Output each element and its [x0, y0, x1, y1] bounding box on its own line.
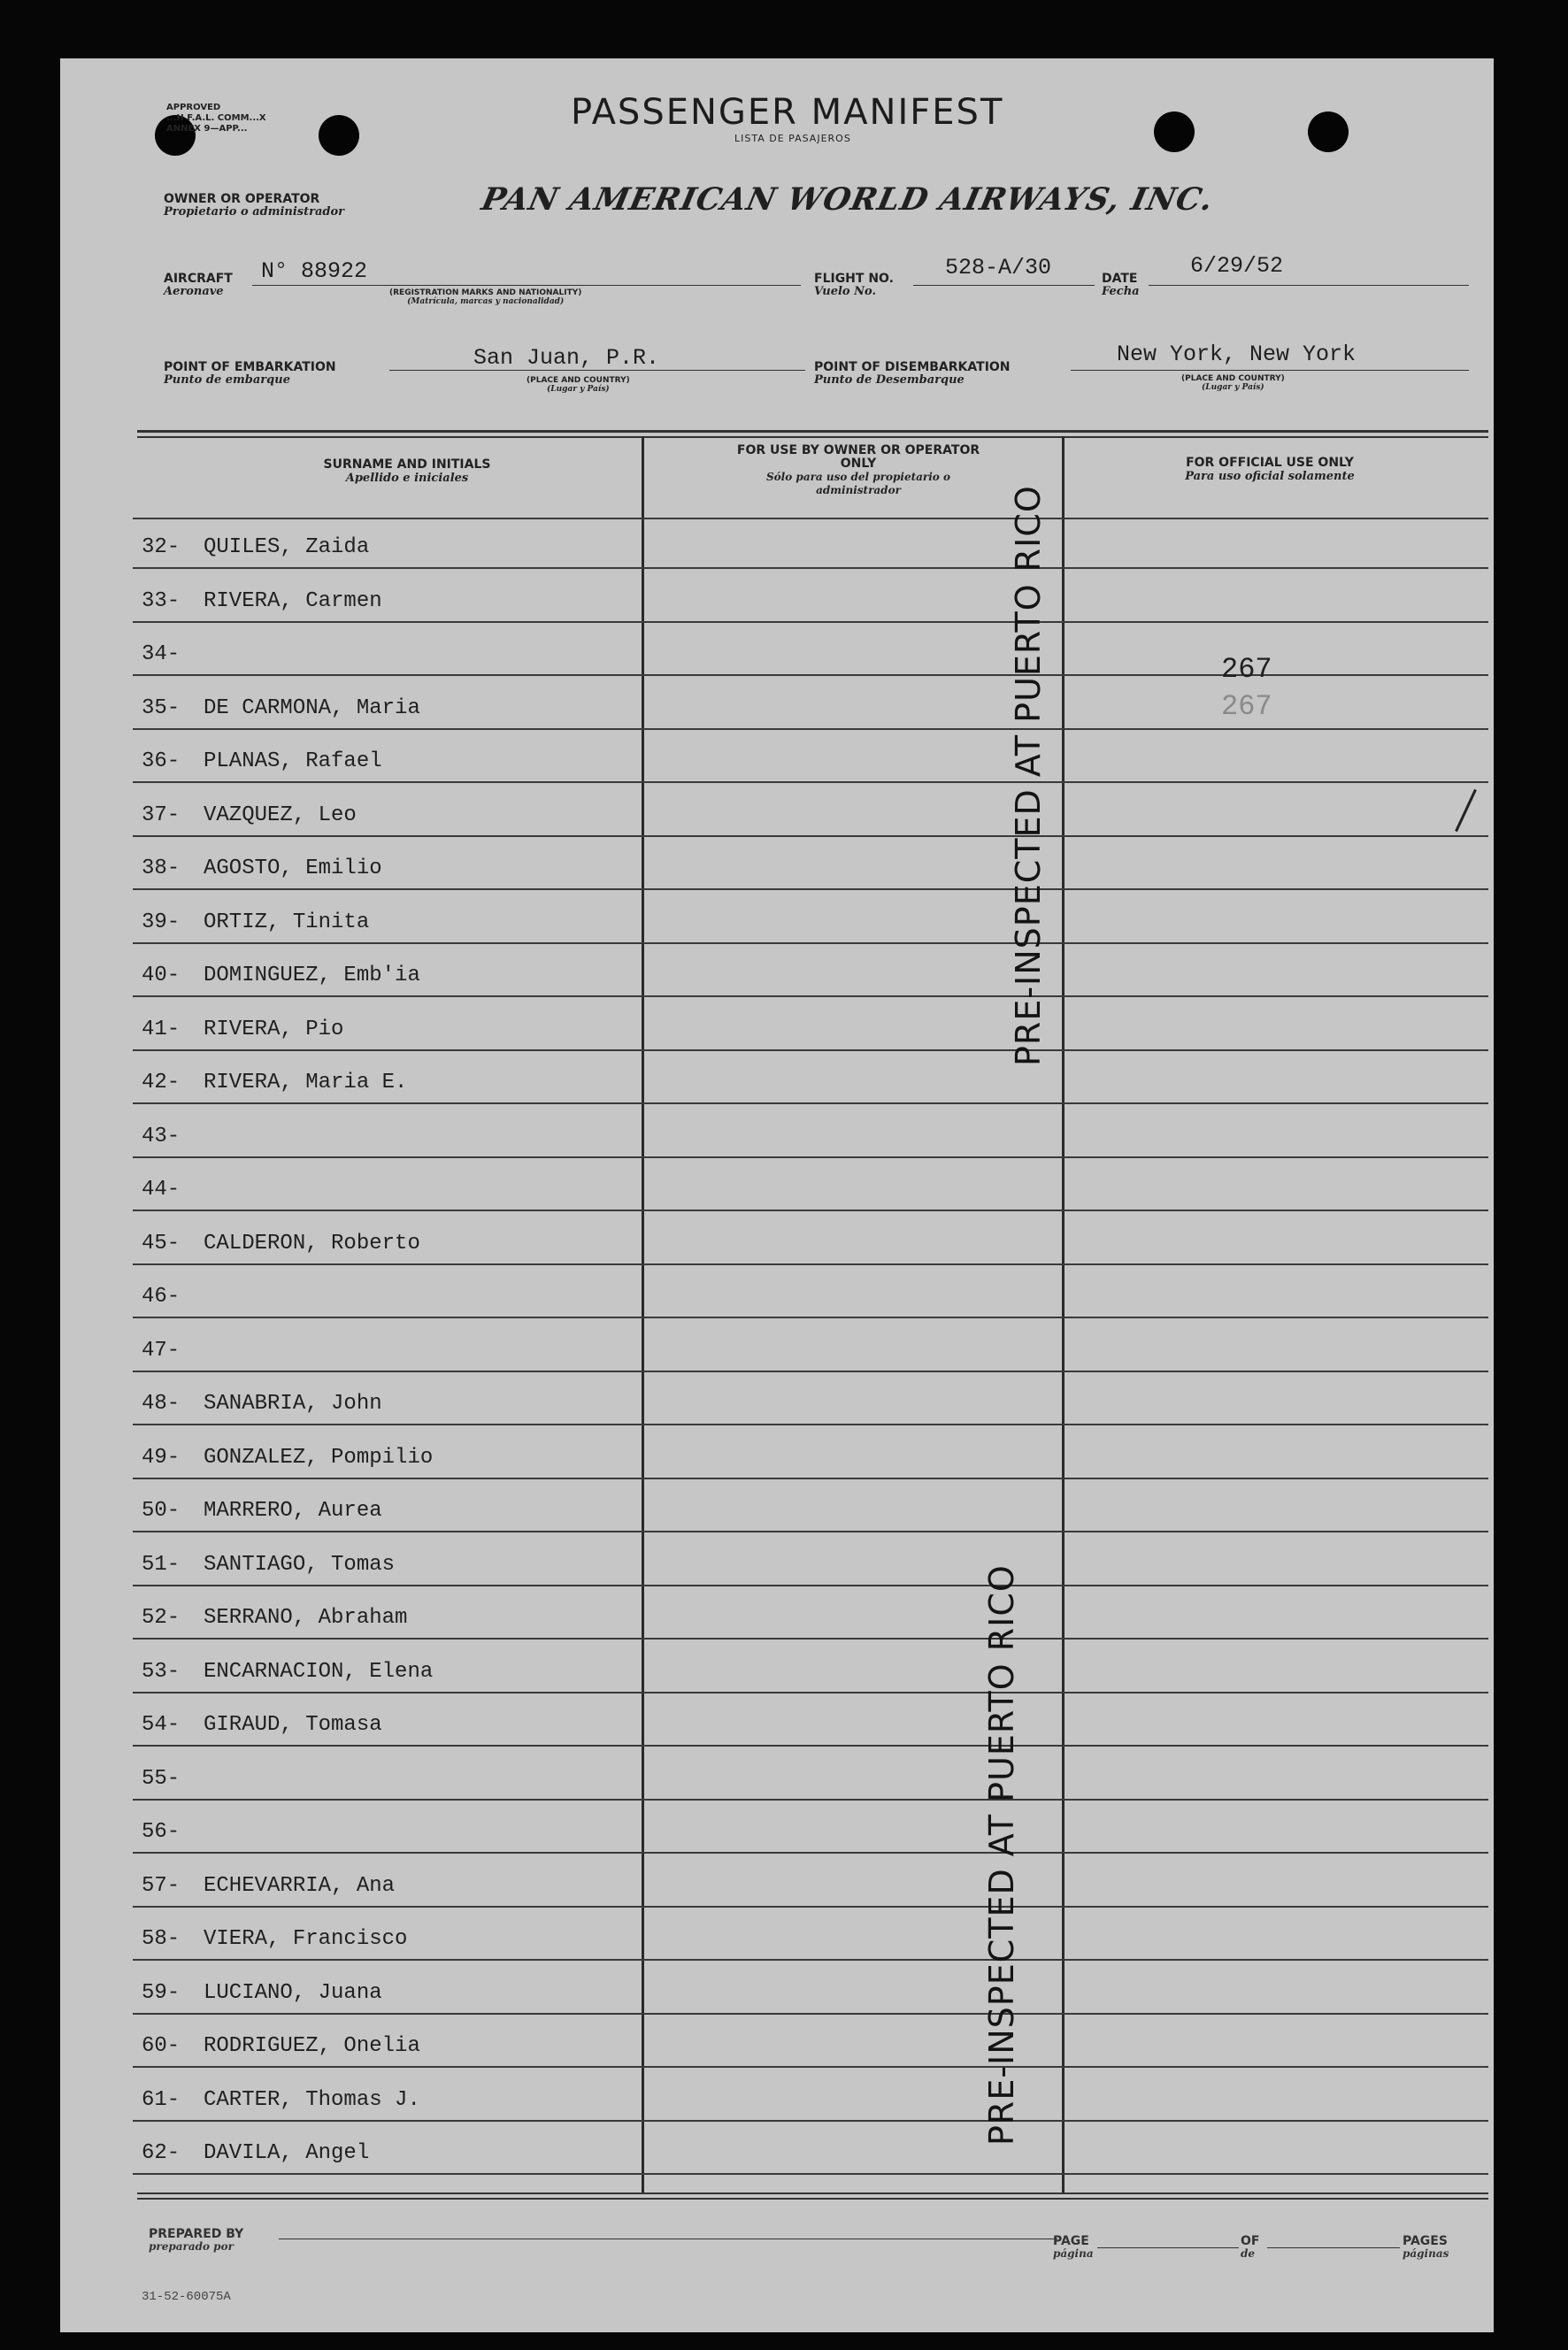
passenger-name: GONZALEZ, Pompilio [204, 1445, 434, 1470]
col-divider [642, 436, 644, 2193]
pages-label: PAGES páginas [1403, 2234, 1449, 2260]
row-number: 59- [142, 1980, 181, 2005]
row-number: 33- [142, 588, 181, 613]
row-number: 36- [142, 749, 181, 773]
row-number: 34- [142, 642, 181, 666]
passenger-name: CARTER, Thomas J. [204, 2087, 420, 2112]
disembark-underline [1071, 370, 1469, 371]
airline-name: PAN AMERICAN WORLD AIRWAYS, INC. [478, 181, 1218, 218]
footer-separator [137, 2198, 1488, 2200]
row-rule [133, 1156, 1488, 1158]
punch-hole [1154, 111, 1195, 152]
row-rule [133, 1317, 1488, 1318]
row-rule [133, 1531, 1488, 1532]
passenger-name: ENCARNACION, Elena [204, 1659, 434, 1684]
date-value: 6/29/52 [1190, 253, 1284, 279]
row-rule [133, 888, 1488, 890]
aircraft-label: AIRCRAFT Aeronave [164, 272, 233, 298]
of-underline [1267, 2247, 1400, 2248]
passenger-name: DAVILA, Angel [204, 2141, 370, 2165]
row-rule [133, 781, 1488, 783]
inspection-stamp: PRE-INSPECTED AT PUERTO RICO [982, 1564, 1021, 2146]
col-operator-header: FOR USE BY OWNER OR OPERATOR ONLY Sólo para uso del propietario o administrador [736, 443, 980, 496]
page-title: PASSENGER MANIFEST [571, 92, 1004, 133]
row-number: 62- [142, 2141, 181, 2165]
registration-note: (REGISTRATION MARKS AND NATIONALITY) (Matrícula, marcas y nacionalidad) [389, 288, 582, 306]
row-rule [133, 728, 1488, 730]
row-number: 55- [142, 1766, 181, 1791]
row-rule [133, 1959, 1488, 1961]
passenger-name: SANTIAGO, Tomas [204, 1552, 396, 1577]
row-rule [133, 2013, 1488, 2015]
official-count-faint: 267 [1221, 690, 1272, 723]
inspection-stamp: PRE-INSPECTED AT PUERTO RICO [1009, 485, 1048, 1066]
punch-hole [1308, 111, 1349, 152]
passenger-name: MARRERO, Aurea [204, 1499, 382, 1523]
row-rule [133, 567, 1488, 569]
row-number: 37- [142, 803, 181, 827]
row-rule [133, 1049, 1488, 1051]
row-rule [133, 1799, 1488, 1801]
of-label: OF de [1241, 2234, 1260, 2260]
aircraft-value: N° 88922 [261, 258, 368, 284]
row-rule [133, 621, 1488, 623]
passenger-name: LUCIANO, Juana [204, 1980, 382, 2005]
passenger-name: ECHEVARRIA, Ana [204, 1873, 396, 1898]
flight-value: 528-A/30 [945, 255, 1052, 280]
passenger-name: RODRIGUEZ, Onelia [204, 2034, 420, 2058]
row-number: 42- [142, 1071, 181, 1094]
passenger-name: CALDERON, Roberto [204, 1231, 420, 1256]
header-separator [137, 436, 1488, 438]
row-rule [133, 1210, 1488, 1211]
passenger-name: RIVERA, Carmen [204, 588, 382, 613]
row-number: 32- [142, 535, 181, 559]
punch-hole [319, 115, 359, 156]
form-number: 31-52-60075A [142, 2290, 231, 2304]
row-rule [133, 2173, 1488, 2175]
row-number: 56- [142, 1820, 181, 1844]
row-number: 49- [142, 1445, 181, 1470]
page-label: PAGE página [1053, 2234, 1094, 2260]
passenger-name: VIERA, Francisco [204, 1927, 408, 1951]
page-underline [1097, 2247, 1239, 2248]
row-rule [133, 1102, 1488, 1104]
row-number: 58- [142, 1927, 181, 1951]
embark-value: San Juan, P.R. [473, 345, 660, 371]
row-rule [133, 2120, 1488, 2122]
passenger-name: RIVERA, Pio [204, 1017, 344, 1041]
row-rule [133, 1852, 1488, 1854]
row-rule [133, 1585, 1488, 1586]
passenger-name: SANABRIA, John [204, 1392, 382, 1416]
row-rule [133, 942, 1488, 944]
row-number: 60- [142, 2034, 181, 2058]
row-number: 47- [142, 1338, 181, 1363]
row-rule [133, 1745, 1488, 1747]
row-number: 52- [142, 1606, 181, 1630]
row-number: 35- [142, 695, 181, 720]
aircraft-underline [252, 285, 801, 286]
date-underline [1149, 285, 1469, 286]
passenger-name: PLANAS, Rafael [204, 749, 382, 773]
owner-label: OWNER OR OPERATOR Propietario o administrador [164, 192, 345, 219]
row-number: 48- [142, 1392, 181, 1416]
disembark-label: POINT OF DISEMBARKATION Punto de Desembarque [814, 360, 1011, 387]
row-rule [133, 1478, 1488, 1479]
passenger-name: ORTIZ, Tinita [204, 910, 370, 934]
disembark-place-note: (PLACE AND COUNTRY) (Lugar y País) [1181, 374, 1285, 392]
row-rule [133, 1263, 1488, 1265]
row-rule [133, 1692, 1488, 1693]
official-count: 267 [1221, 653, 1272, 686]
flight-underline [913, 285, 1095, 286]
passenger-name: AGOSTO, Emilio [204, 856, 382, 880]
passenger-name: SERRANO, Abraham [204, 1606, 408, 1630]
embark-place-note: (PLACE AND COUNTRY) (Lugar y País) [527, 376, 630, 394]
row-rule [133, 1371, 1488, 1372]
flight-label: FLIGHT NO. Vuelo No. [814, 272, 894, 298]
date-label: DATE Fecha [1102, 272, 1140, 298]
page-subtitle: LISTA DE PASAJEROS [734, 133, 851, 144]
col-surname-header: SURNAME AND INITIALS Apellido e iniciales [323, 457, 491, 485]
approval-line: APPROVED [166, 103, 221, 112]
row-number: 57- [142, 1873, 181, 1898]
passenger-name: DE CARMONA, Maria [204, 695, 420, 720]
passenger-name: VAZQUEZ, Leo [204, 803, 357, 827]
header-separator [137, 430, 1488, 433]
row-number: 44- [142, 1178, 181, 1202]
passenger-name: RIVERA, Maria E. [204, 1071, 408, 1094]
row-number: 40- [142, 964, 181, 987]
row-number: 43- [142, 1124, 181, 1148]
row-number: 61- [142, 2087, 181, 2112]
row-number: 50- [142, 1499, 181, 1523]
row-rule [133, 1424, 1488, 1425]
embark-label: POINT OF EMBARKATION Punto de embarque [164, 360, 336, 387]
row-number: 53- [142, 1659, 181, 1684]
passenger-name: DOMINGUEZ, Emb'ia [204, 964, 420, 987]
row-rule [133, 835, 1488, 837]
approval-stamp [166, 103, 266, 134]
footer-separator [137, 2193, 1488, 2194]
row-rule [133, 995, 1488, 997]
prepared-by-label: PREPARED BY preparado por [149, 2227, 244, 2253]
row-rule [133, 518, 1488, 519]
row-rule [133, 1638, 1488, 1640]
row-rule [133, 674, 1488, 676]
row-number: 41- [142, 1017, 181, 1041]
row-number: 46- [142, 1285, 181, 1309]
row-number: 39- [142, 910, 181, 934]
row-rule [133, 2066, 1488, 2068]
col-official-header: FOR OFFICIAL USE ONLY Para uso oficial solamente [1185, 456, 1355, 483]
row-number: 51- [142, 1552, 181, 1577]
approval-line: ...H F.A.L. COMM...X [166, 113, 266, 123]
col-divider [1062, 436, 1065, 2193]
row-rule [133, 1906, 1488, 1908]
row-number: 54- [142, 1713, 181, 1737]
disembark-value: New York, New York [1117, 342, 1357, 367]
passenger-name: GIRAUD, Tomasa [204, 1713, 382, 1737]
approval-line: ANNEX 9—APP... [166, 124, 248, 134]
row-number: 38- [142, 856, 181, 880]
passenger-name: QUILES, Zaida [204, 535, 370, 559]
row-number: 45- [142, 1231, 181, 1256]
